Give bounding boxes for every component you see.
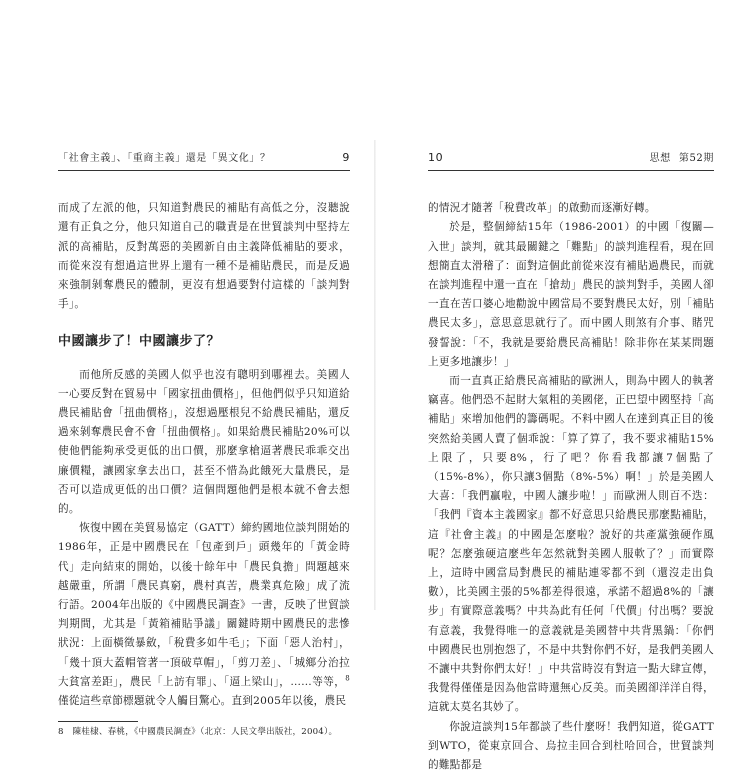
right-paragraph-4: 你說這談判15年都談了些什麼呀！我們知道，從GATT到WTO，從東京回合、烏拉圭回合到杜哈回合，世貿談判的難點都是 <box>428 720 714 772</box>
left-running-head <box>58 148 350 171</box>
right-running-head <box>428 148 714 171</box>
section-heading: 中國讓步了！中國讓步了？ <box>58 334 221 350</box>
footnote-marker: 8 <box>345 674 350 683</box>
right-paragraph-2: 於是，整個締結15年（1986-2001）的中國「復關—入世」談判，就其最關鍵之「難點」的談判進程看，現在回想簡直太滑稽了：面對這個此前從來沒有補貼過農民，而就在談判進程中還一直在「搶劫」農民的談判對手，美國人卻一直在苦口婆心地勸說中國當局不要對農民太好，別「補貼農民太多」，意思意思就行了。而中國人則煞有介事、賭咒發誓說：「不，我就是要給農民高補貼！除非你在某某問題上更多地讓步！」 <box>428 221 714 368</box>
journal-title: 思想 <box>649 153 671 164</box>
left-paragraph-1: 而成了左派的他，只知道對農民的補貼有高低之分，沒聽說還有正負之分，他只知道自己的職責是在世貿談判中堅持左派的高補貼，反對萬惡的美國新自由主義降低補貼的要求，而從來沒有想過這世界上還有一種不是補貼農民，而是反過來強制剝奪農民的體制，更沒有想過要對付這樣的「談判對手」。 <box>58 202 350 311</box>
journal-info <box>650 149 714 168</box>
right-paragraph-3: 而一直真正給農民高補貼的歐洲人，則為中國人的執著竊喜。他們恐不起財大氣粗的美國佬，正巴望中國堅持「高補貼」來增加他們的籌碼呢。不料中國人在達到真正目的後突然給美國人賣了個乖說：「算了算了，我不要求補貼15%上限了，只要8%，行了吧？你看我都讓7個點了（15%-8%），你只讓3個點（8%-5%）啊！」於是美國人大喜：「我們贏啦，中國人讓步啦！」而歐洲人則百不迭：「我們『資本主義國家』都不好意思只給農民那麼點補貼，這『社會主義』的中國是怎麼啦？說好的共產黨強硬作風呢？怎麼強硬這麼些年怎然就對美國人服軟了？」而實際上，這時中國當局對農民的補貼連零都不到（還沒走出負數），比美國主張的5%都差得很遠，承諾不超過8%的「讓步」有實際意義嗎？中共為此有任何「代價」付出嗎？要說有意義，我覺得唯一的意義就是美國替中共背黑鍋：「你們中國農民也別抱怨了，不是中共對你們不好，是我們美國人不讓中共對你們太好！」中共當時沒有對這一點大肆宣傳，我覺得僅僅是因為他當時還無心反美。而美國卻洋洋自得，這就太莫名其妙了。 <box>428 375 714 714</box>
left-running-title: 「社會主義」、「重商主義」還是「異文化」？ <box>58 153 271 164</box>
right-page-number: 10 <box>428 151 444 164</box>
right-page <box>428 148 714 772</box>
left-paragraph-3 <box>58 519 350 711</box>
footnote-rule <box>58 721 138 722</box>
left-page-number: 9 <box>342 151 350 164</box>
left-paragraph-2: 而他所反感的美國人似乎也沒有聰明到哪裡去。美國人一心要反對在貿易中「國家扭曲價格」，但他們似乎只知道給農民補貼會「扭曲價格」，沒想過壓根兒不給農民補貼，還反過來剝奪農民會不會「扭曲價格」。如果給農民補貼20%可以使他們能夠承受更低的出口價，那麼拿槍逼著農民乖乖交出廉價糧，讓國家拿去出口，甚至不惜為此餓死大量農民，是否可以造成更低的出口價？這個問題他們是根本就不會去想的。 <box>58 368 350 516</box>
footnote: 8 陳桂棣、春桃，《中國農民調查》（北京：人民文學出版社，2004）。 <box>58 727 338 738</box>
left-page <box>58 148 350 738</box>
left-paragraph-3-text: 恢復中國在美貿易協定（GATT）締約國地位談判開始的1986年，正是中國農民在「包產到戶」頭幾年的「黃金時代」走向結束的開始，以後十餘年中「農民負擔」問題越來越嚴重，所謂「農民真窮，農村真苦，農業真危險」成了流行語。2004年出版的《中國農民調查》一書，反映了世貿談判期間，尤其是「黃箱補貼爭議」關鍵時期中國農民的悲慘狀況：上面橫徵暴斂，「稅費多如牛毛」；下面「惡人治村」，「幾十頂大蓋帽管著一頂破草帽」，「剪刀差」、「城鄉分治拉大貧富差距」，農民「上訪有罪」、「逼上梁山」，……等等， <box>58 522 350 688</box>
left-paragraph-3-tail: 僅從這些章節標題就令人觸目驚心。直到2005年以後，農民 <box>58 695 347 708</box>
journal-issue: 第52期 <box>678 153 714 164</box>
right-paragraph-1: 的情況才隨著「稅費改革」的啟動而逐漸好轉。 <box>428 202 656 215</box>
book-gutter <box>374 140 376 610</box>
